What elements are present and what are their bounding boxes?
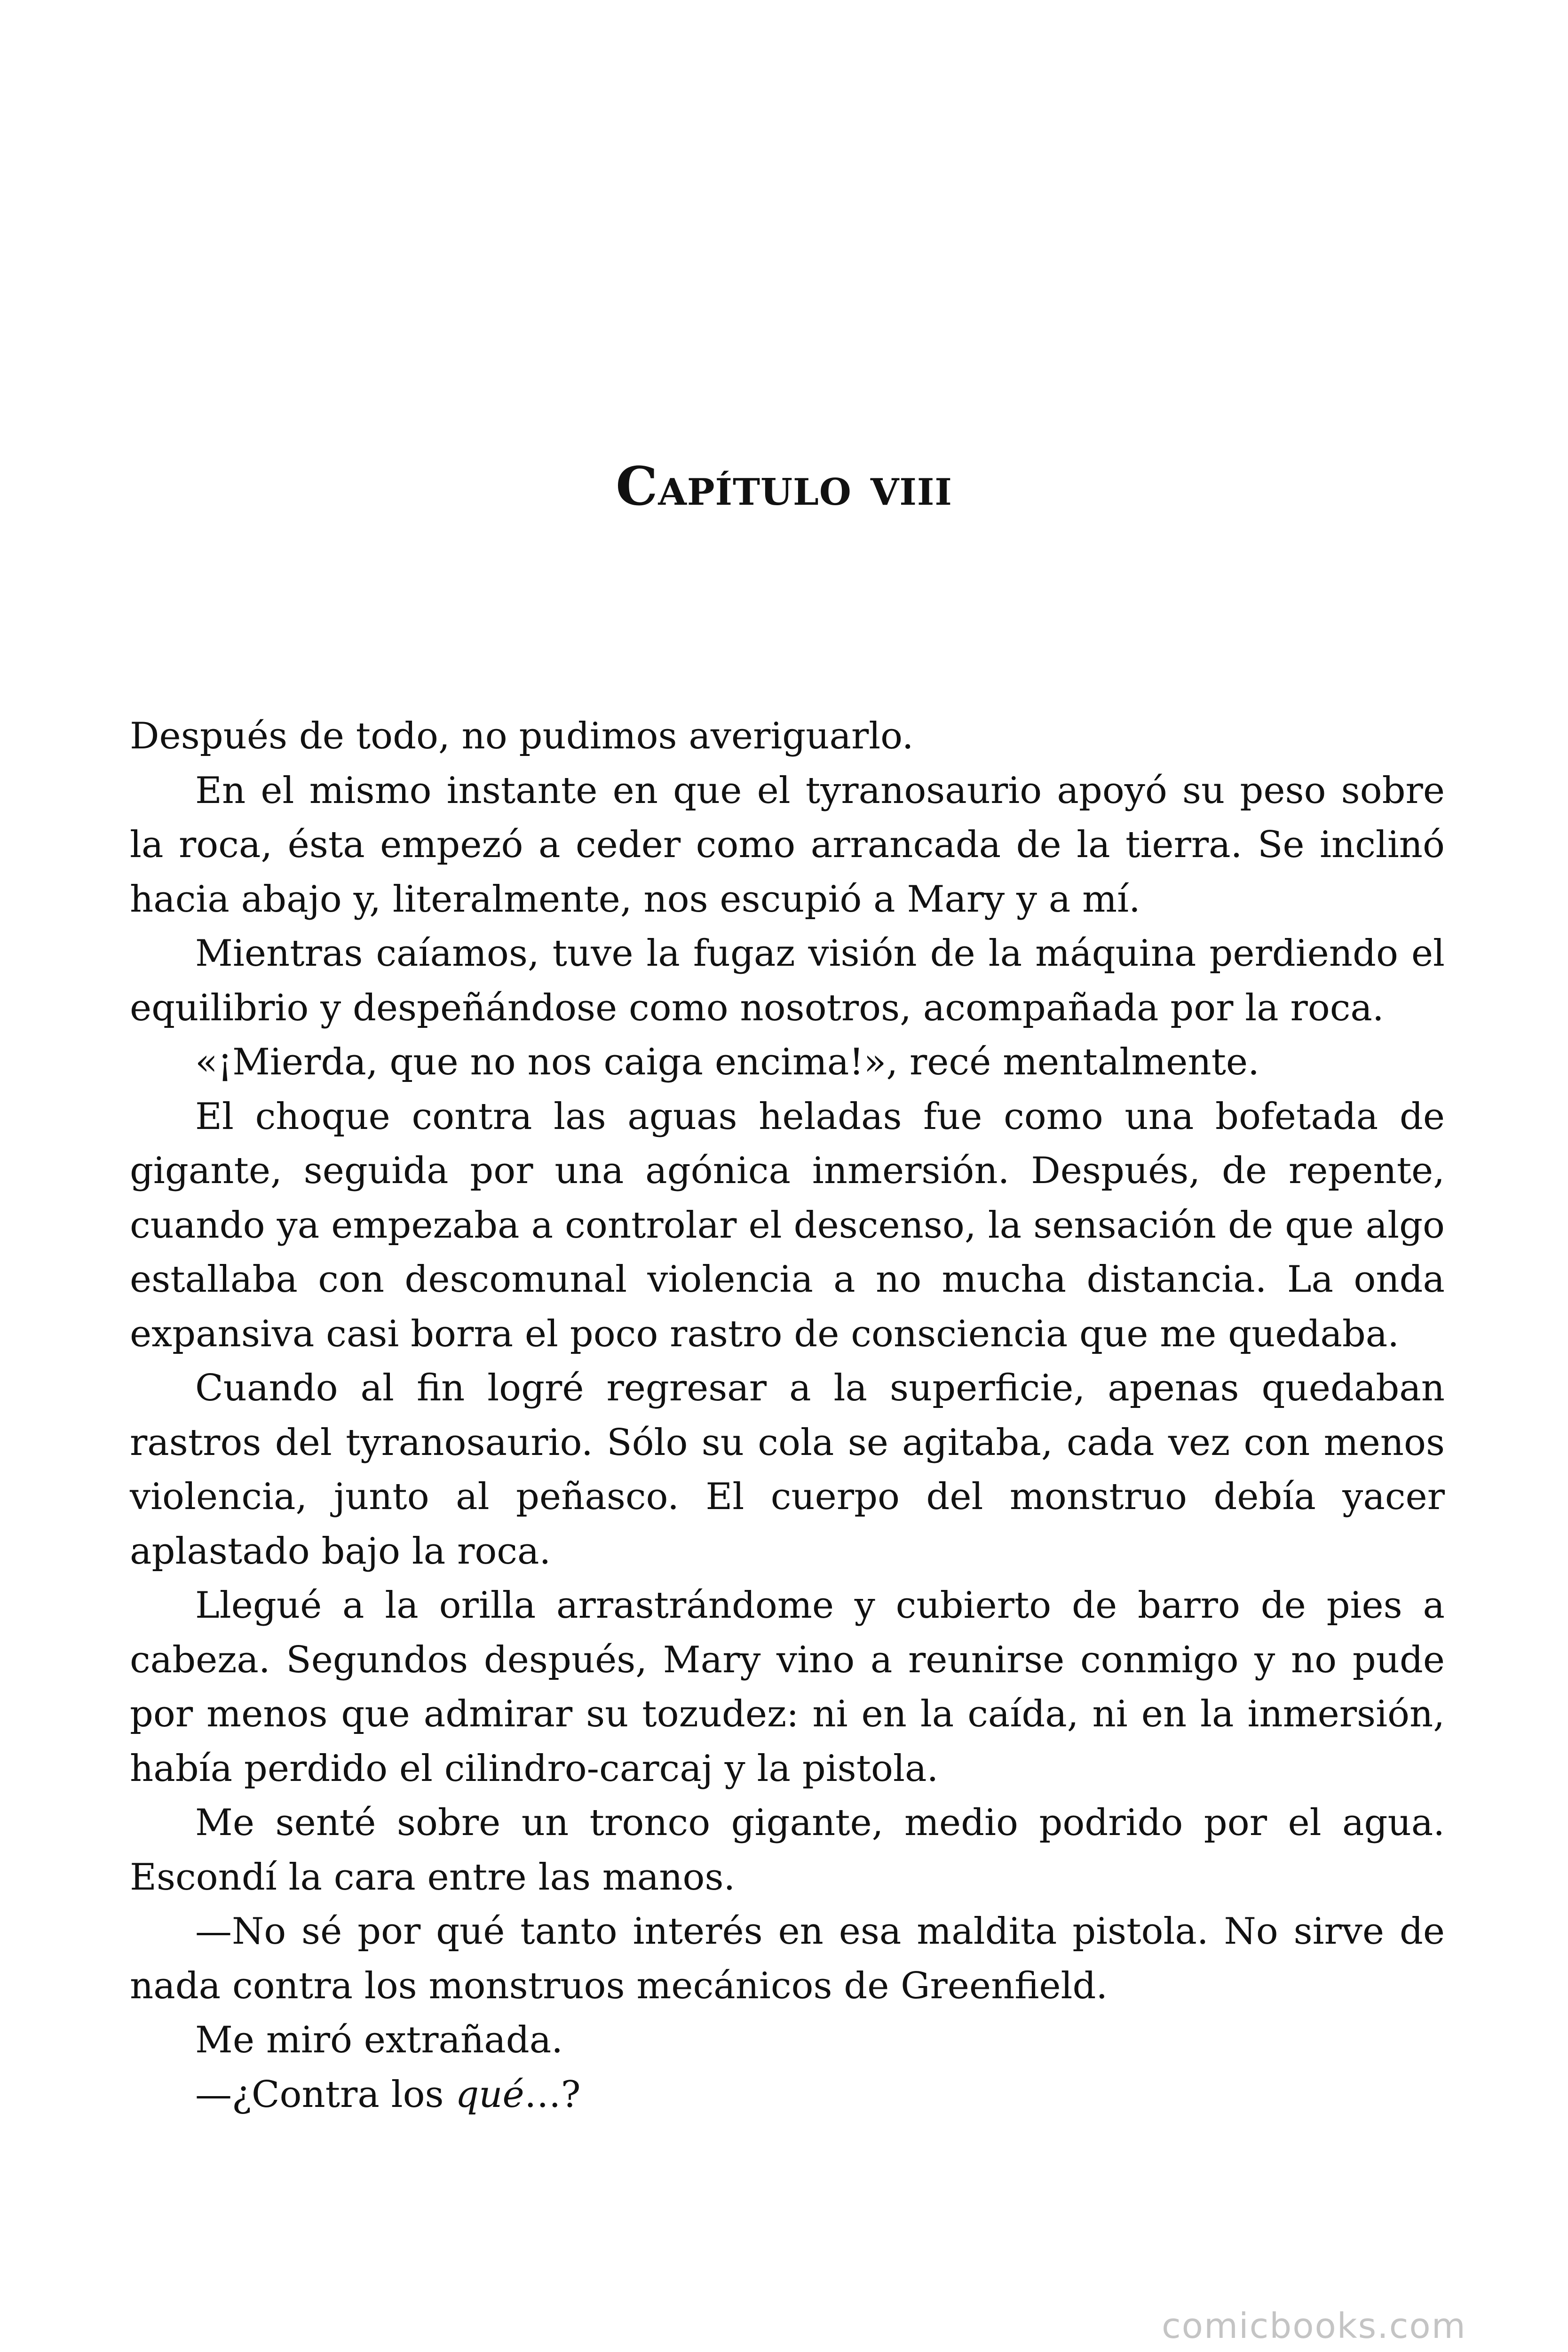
paragraph-text: —¿Contra los <box>195 2073 456 2116</box>
chapter-title: Capítulo viii <box>616 456 952 517</box>
paragraph: —No sé por qué tanto interés en esa maldita pistola. No sirve de nada contra los monstruos mecánicos de Greenfield. <box>130 1910 1445 2007</box>
paragraph-italic-text: qué <box>455 2073 524 2116</box>
paragraph: Después de todo, no pudimos averiguarlo. <box>130 715 914 757</box>
paragraph: El choque contra las aguas heladas fue como una bofetada de gigante, seguida por una agónica inmersión. Después, de repente, cuando ya empezaba a controlar el descenso, la sensación de que algo estallaba con descomunal violencia a no mucha distancia. La onda expansiva casi borra el poco rastro de consciencia que me quedaba. <box>130 1095 1445 1355</box>
watermark: comicbooks.com <box>1162 2306 1466 2346</box>
paragraph: Me miró extrañada. <box>195 2019 563 2061</box>
paragraph: Cuando al fin logré regresar a la superficie, apenas quedaban rastros del tyranosaurio. Sólo su cola se agitaba, cada vez con menos violencia, junto al peñasco. El cuerpo del monstruo debía yacer aplastado bajo la roca. <box>130 1367 1445 1573</box>
paragraph-text: …? <box>524 2073 581 2116</box>
paragraph <box>130 2068 1445 2122</box>
paragraph: En el mismo instante en que el tyranosaurio apoyó su peso sobre la roca, ésta empezó a ceder como arrancada de la tierra. Se inclinó hacia abajo y, literalmente, nos escupió a Mary y a mí. <box>130 769 1445 921</box>
paragraph: Mientras caíamos, tuve la fugaz visión de la máquina perdiendo el equilibrio y despeñándose como nosotros, acompañada por la roca. <box>130 932 1445 1029</box>
chapter-body <box>130 709 1445 2122</box>
paragraph: Llegué a la orilla arrastrándome y cubierto de barro de pies a cabeza. Segundos después, Mary vino a reunirse conmigo y no pude por menos que admirar su tozudez: ni en la caída, ni en la inmersión, había perdido el cilindro-carcaj y la pistola. <box>130 1584 1445 1790</box>
paragraph: «¡Mierda, que no nos caiga encima!», recé mentalmente. <box>195 1041 1259 1083</box>
paragraph: Me senté sobre un tronco gigante, medio podrido por el agua. Escondí la cara entre las manos. <box>130 1802 1445 1899</box>
